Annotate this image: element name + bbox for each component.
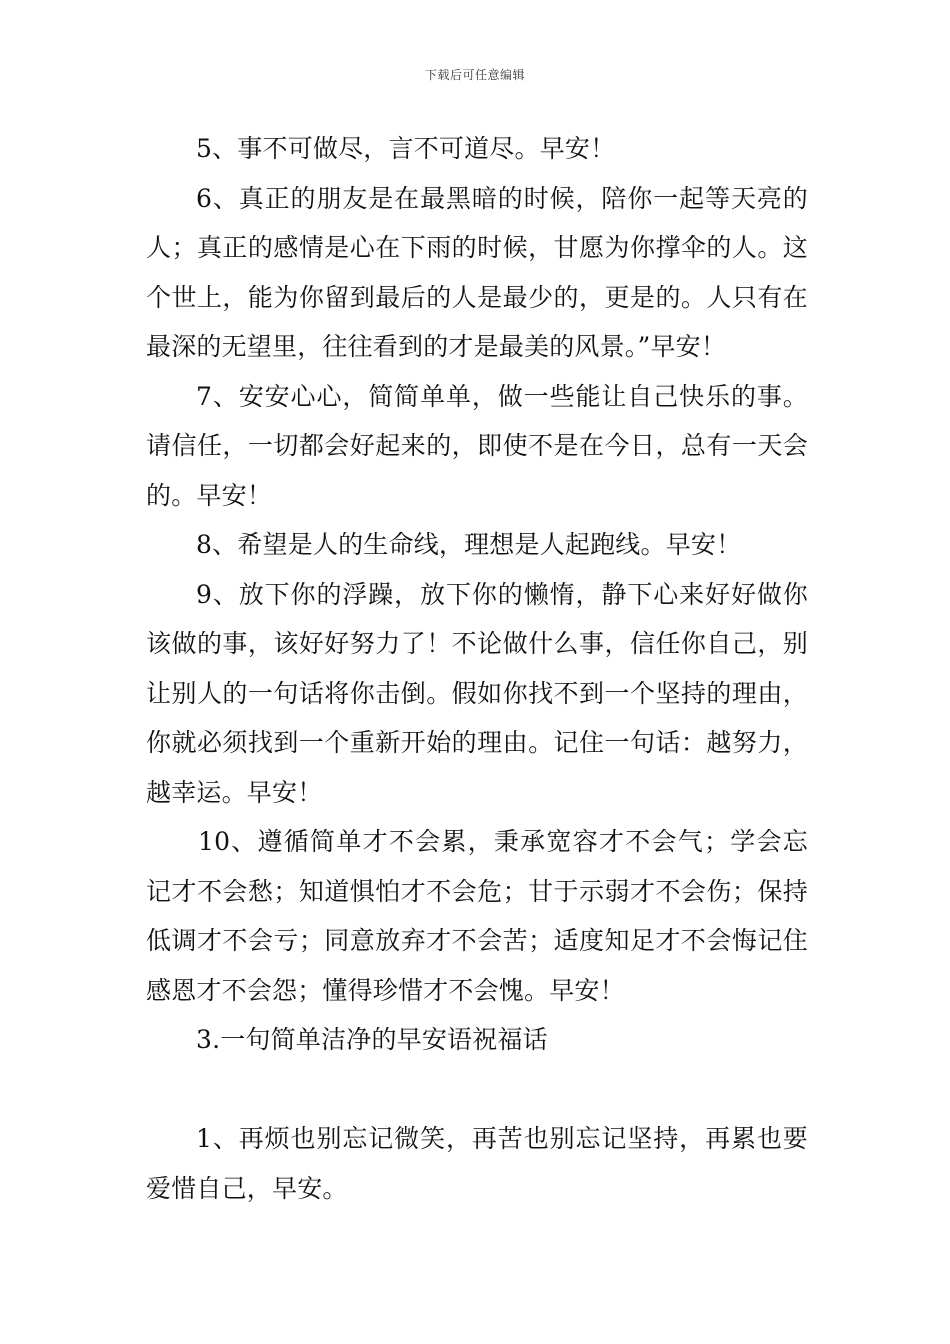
section-heading: 3.一句简单洁净的早安语祝福话 — [196, 1025, 548, 1054]
paragraph-item-5: 5、事不可做尽，言不可道尽。早安！ — [196, 134, 616, 163]
paragraph-item-7: 7、安安心心，简简单单，做一些能让自己快乐的事。请信任，一切都会好起来的，即使不是在今日，总有一天会的。早安！ — [146, 381, 808, 510]
paragraph-item-8: 8、希望是人的生命线，理想是人起跑线。早安！ — [196, 530, 742, 559]
document-body — [146, 124, 808, 1213]
paragraph-item-1: 1、再烦也别忘记微笑，再苦也别忘记坚持，再累也要爱惜自己，早安。 — [146, 1124, 808, 1203]
paragraph-item-10: 10、遵循简单才不会累，秉承宽容才不会气；学会忘记才不会愁；知道惧怕才不会危；甘于示弱才不会伤；保持低调才不会亏；同意放弃才不会苦；适度知足才不会悔记住感恩才不会怨；懂得珍惜才不会愧。早安！ — [146, 827, 808, 1005]
paragraph-item-6: 6、真正的朋友是在最黑暗的时候，陪你一起等天亮的人；真正的感情是心在下雨的时候，甘愿为你撑伞的人。这个世上，能为你留到最后的人是最少的，更是的。人只有在最深的无望里，往往看到的才是最美的风景。”早安！ — [146, 183, 808, 361]
paragraph-item-9: 9、放下你的浮躁，放下你的懒惰，静下心来好好做你该做的事，该好好努力了！不论做什么事，信任你自己，别让别人的一句话将你击倒。假如你找不到一个坚持的理由，你就必须找到一个重新开始的理由。记住一句话：越努力，越幸运。早安！ — [146, 579, 808, 807]
blank-line — [146, 1065, 808, 1115]
page-header-note: 下载后可任意编辑 — [424, 68, 525, 82]
